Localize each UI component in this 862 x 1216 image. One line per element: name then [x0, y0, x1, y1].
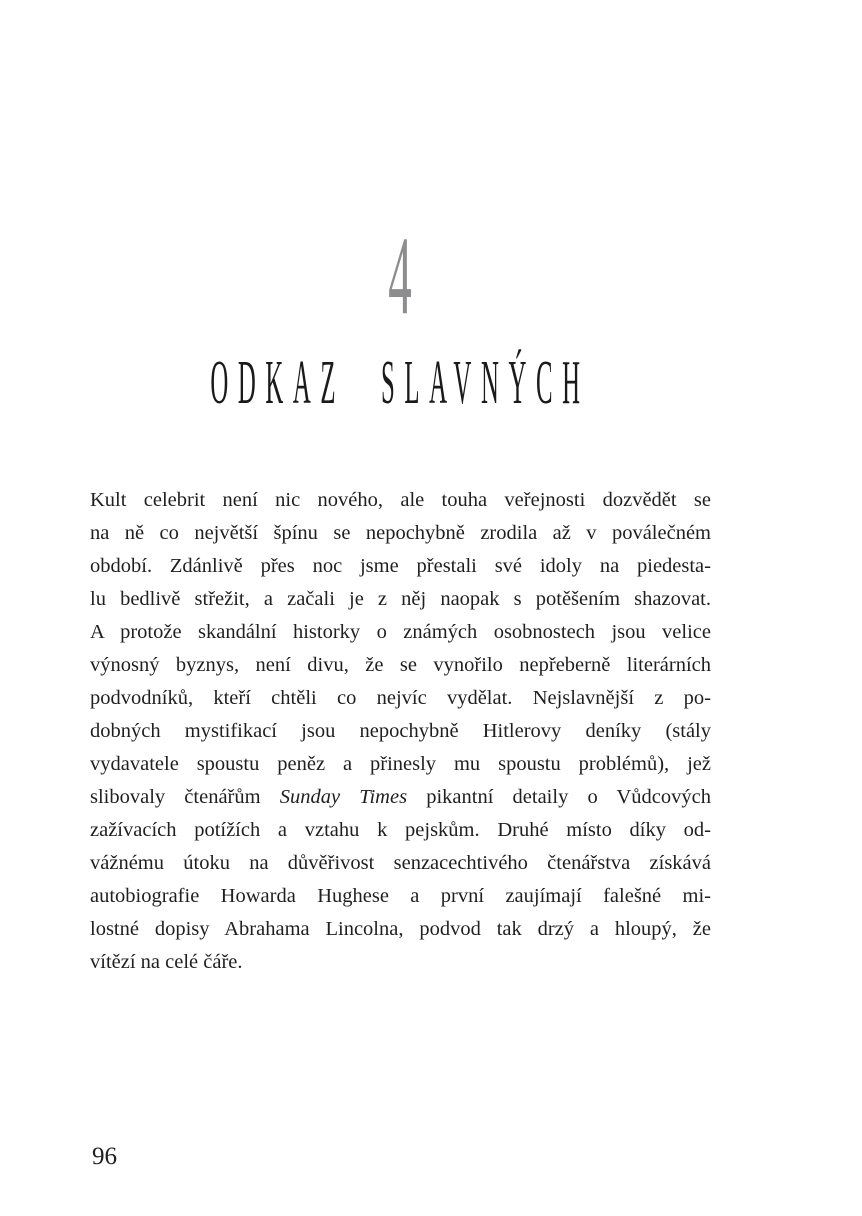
text-line: výnosný byznys, není divu, že se vynořilo nepřeberně literárních — [90, 654, 711, 676]
text-line: autobiografie Howarda Hughese a první zaujímají falešné mi- — [90, 885, 711, 907]
text-line: podvodníků, kteří chtěli co nejvíc vydělat. Nejslavnější z po- — [90, 687, 711, 709]
text-segment: slibovaly čtenářům — [90, 786, 280, 808]
text-line: vítězí na celé čáře. — [90, 951, 243, 973]
text-line: lostné dopisy Abrahama Lincolna, podvod tak drzý a hloupý, že — [90, 918, 711, 940]
chapter-number: 4 — [388, 214, 412, 338]
chapter-title: ODKAZ SLAVNÝCH — [210, 349, 590, 417]
page-number: 96 — [92, 1143, 117, 1170]
text-line: na ně co největší špínu se nepochybně zrodila až v poválečném — [90, 522, 711, 544]
text-line: Kult celebrit není nic nového, ale touha veřejnosti dozvědět se — [90, 489, 711, 511]
text-line-with-italic — [90, 781, 711, 814]
body-paragraph — [90, 484, 711, 979]
text-line: období. Zdánlivě přes noc jsme přestali své idoly na piedesta- — [90, 555, 711, 577]
text-line: dobných mystifikací jsou nepochybně Hitlerovy deníky (stály — [90, 720, 711, 742]
text-segment: pikantní detaily o Vůdcových — [407, 786, 711, 808]
publication-title: Sunday Times — [279, 786, 408, 808]
text-line: zažívacích potížích a vztahu k pejskům. Druhé místo díky od- — [90, 819, 711, 841]
text-line: vážnému útoku na důvěřivost senzacechtivého čtenářstva získává — [90, 852, 711, 874]
text-line: lu bedlivě střežit, a začali je z něj naopak s potěšením shazovat. — [90, 588, 711, 610]
text-line: vydavatele spoustu peněz a přinesly mu spoustu problémů), jež — [90, 753, 711, 775]
text-line: A protože skandální historky o známých osobnostech jsou velice — [90, 621, 711, 643]
